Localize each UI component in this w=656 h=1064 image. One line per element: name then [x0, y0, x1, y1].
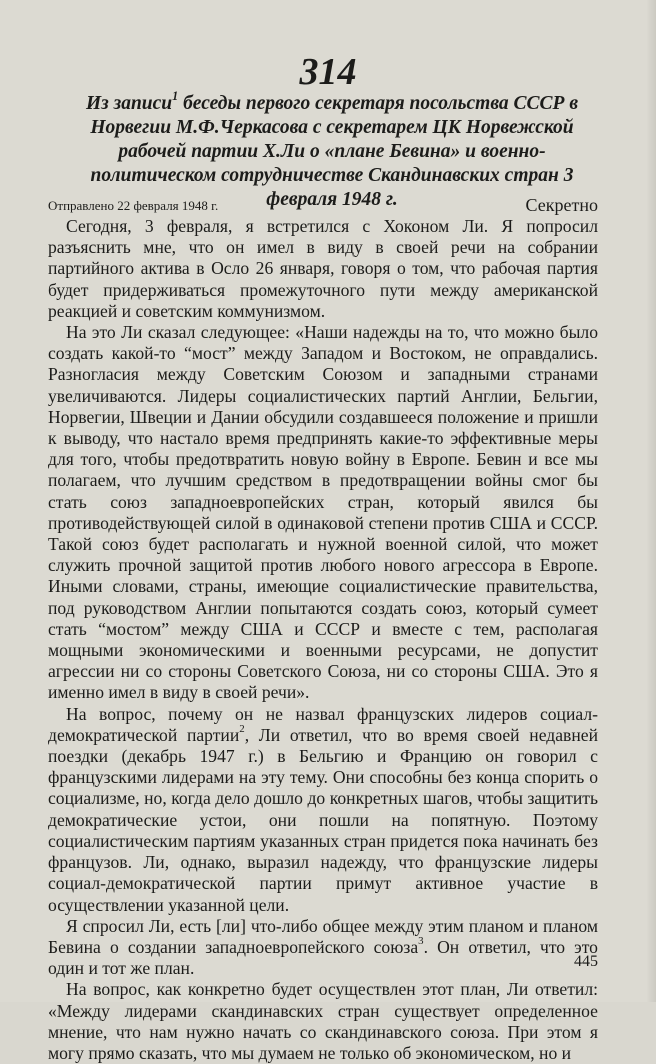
paragraph-text: . Он ответил, что это один и тот же план.	[48, 936, 598, 979]
page-number: 445	[574, 953, 598, 970]
paragraph	[48, 322, 598, 704]
paragraph-text: На вопрос, как конкретно будет осуществлен этот план, Ли ответил: «Между лидерами скандинавских стран существует определенное мнение, что нам нужно начать со скандинавского союза. При этом я могу прямо сказать, что мы думаем не только об экономическом, но и	[48, 979, 598, 1063]
paragraph-text: На вопрос, почему он не назвал французских лидеров социал-демократической партии	[48, 703, 598, 745]
footnote-ref-1: 1	[172, 88, 179, 103]
document-body	[48, 216, 598, 1064]
paragraph	[48, 216, 598, 322]
paragraph	[48, 979, 598, 1064]
paragraph-text: Я спросил Ли, есть [ли] что-либо общее между этим планом и планом Бевина о создании западноевропейского союза	[48, 915, 598, 957]
footnote-ref: 2	[239, 723, 245, 736]
paragraph-text: На это Ли сказал следующее: «Наши надежды на то, что можно было создать какой-то “мост” между Западом и Востоком, не оправдались. Разногласия между Советским Союзом и западными странами увеличиваются. Лидеры социалистических партий Англии, Бельгии, Норвегии, Швеции и Дании обсудили создавшееся положение и пришли к выводу, что настало время предпринять какие-то эффективные меры для того, чтобы предотвратить новую войну в Европе. Бевин и все мы полагаем, что лучшим средством в предотвращении войны смог бы стать союз западноевропейских стран, который явился бы противодействующей силой в одинаковой степени против США и СССР. Такой союз будет располагать и нужной военной силой, что может служить прочной защитой против любого нового агрессора в Европе. Иными словами, страны, имеющие социалистические правительства, под руководством Англии попытаются создать союз, который сумеет стать “мостом” между США и СССР и вместе с тем, располагая мощными экономическими и военными ресурсами, не допустит агрессии ни со стороны Советского Союза, ни со стороны США. Это я именно имел в виду в своей речи».	[48, 322, 598, 703]
sent-date: Отправлено 22 февраля 1948 г.	[48, 198, 219, 213]
page-edge-shadow	[646, 0, 656, 1002]
paragraph-text: , Ли ответил, что во время своей недавней поездки (декабрь 1947 г.) в Бельгию и Францию он говорил с французскими лидерами на эту тему. Они способны без конца спорить о социализме, но, когда дело дошло до конкретных шагов, чтобы защитить демократические устои, они пошли на попятную. Поэтому социалистическим партиям указанных стран придется пока начинать без французов. Ли, однако, выразил надежду, что французские лидеры социал-демократической партии примут активное участие в осуществлении указанной цели.	[48, 724, 598, 915]
document-title-rest: беседы первого секретаря посольства СССР в Норвегии М.Ф.Черкасова с секретарем ЦК Норвежской рабочей партии Х.Ли о «плане Бевина» и военно-политическом сотрудничестве Скандинавских стран 3 февраля 1948 г.	[90, 93, 579, 210]
paragraph-text: Сегодня, 3 февраля, я встретился с Хоконом Ли. Я попросил разъяснить мне, что он имел в виду в своей речи на собрании партийного актива в Осло 26 января, говоря о том, что рабочая партия будет придерживаться промежуточного пути между американской реакцией и советским коммунизмом.	[48, 216, 598, 321]
paragraph	[48, 704, 598, 916]
document-title-start: Из записи	[85, 93, 173, 114]
dispatch-row	[48, 194, 598, 216]
paragraph	[48, 916, 598, 980]
classification-label: Секретно	[525, 195, 598, 215]
footnote-ref: 3	[418, 935, 424, 948]
document-number: 314	[299, 51, 357, 93]
